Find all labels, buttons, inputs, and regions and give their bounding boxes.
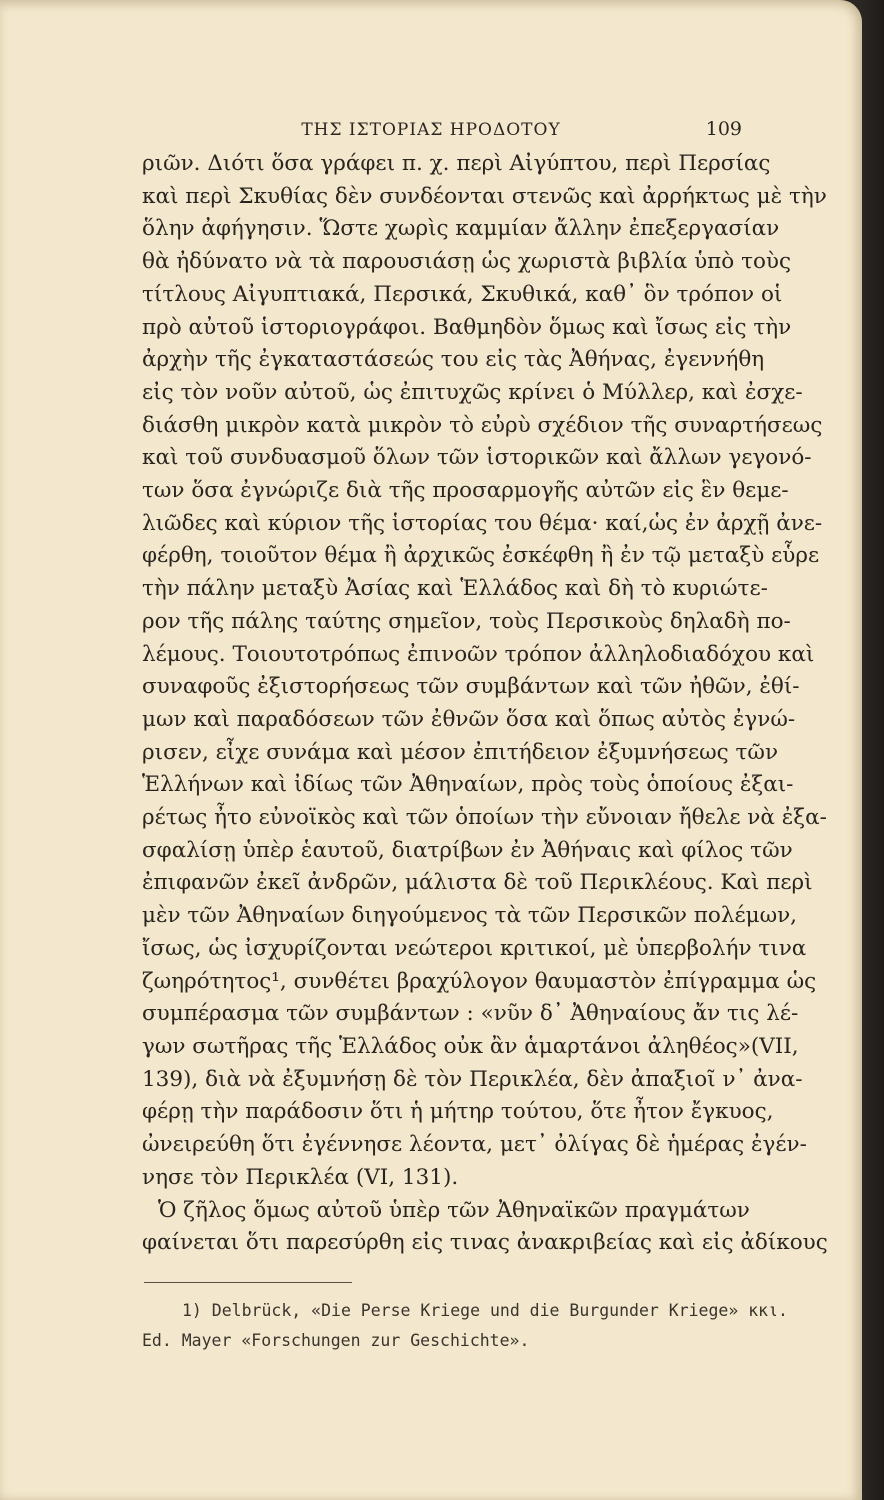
text-line: συμπέρασμα τῶν συμβάντων : «νῦν δ᾽ Ἀθηναίους ἄν τις λέ- [142, 1001, 799, 1027]
text-line: φέρῃ τὴν παράδοσιν ὅτι ἡ μήτηρ τούτου, ὅτε ἦτον ἔγκυος, [142, 1099, 774, 1125]
text-line: ρέτως ἦτο εὐνοϊκὸς καὶ τῶν ὁποίων τὴν εὔνοιαν ἤθελε νὰ ἐξα- [142, 805, 827, 831]
text-line: γων σωτῆρας τῆς Ἑλλάδος οὐκ ἂν ἁμαρτάνοι ἀληθέος»(VII, [142, 1033, 799, 1059]
text-line: μὲν τῶν Ἀθηναίων διηγούμενος τὰ τῶν Περσικῶν πολέμων, [142, 903, 798, 929]
footnote-divider [144, 1282, 352, 1283]
paragraph-end-line: νησε τὸν Περικλέα (VI, 131). [142, 1164, 459, 1190]
text-line: ἴσως, ὡς ἰσχυρίζονται νεώτεροι κριτικοί, μὲ ὑπερβολήν τινα [142, 935, 807, 961]
text-line: ὅλην ἀφήγησιν. Ὥστε χωρὶς καμμίαν ἄλλην ἐπεξεργασίαν [142, 216, 780, 242]
text-line: ὠνειρεύθη ὅτι ἐγέννησε λέοντα, μετ᾽ ὀλίγας δὲ ἡμέρας ἐγέν- [142, 1132, 807, 1158]
text-line: σφαλίσῃ ὑπὲρ ἑαυτοῦ, διατρίβων ἐν Ἀθήναις καὶ φίλος τῶν [142, 837, 793, 863]
footnotes [142, 1296, 788, 1356]
text-line: φαίνεται ὅτι παρεσύρθη εἰς τινας ἀνακριβείας καὶ εἰς ἀδίκους [142, 1230, 828, 1256]
page-header [0, 120, 862, 150]
text-line: ριῶν. Διότι ὅσα γράφει π. χ. περὶ Αἰγύπτου, περὶ Περσίας [142, 151, 771, 176]
text-line: λέμους. Τοιουτοτρόπως ἐπινοῶν τρόπον ἀλληλοδιαδόχου καὶ [142, 641, 815, 667]
text-line: καὶ περὶ Σκυθίας δὲν συνδέονται στενῶς καὶ ἀρρήκτως μὲ τὴν [142, 183, 827, 209]
page-edge-shadow [862, 0, 884, 1500]
text-line: τὴν πάλην μεταξὺ Ἀσίας καὶ Ἑλλάδος καὶ δὴ τὸ κυριώτε- [142, 576, 768, 602]
text-line: φέρθη, τοιοῦτον θέμα ἢ ἀρχικῶς ἐσκέφθη ἢ ἐν τῷ μεταξὺ εὗρε [142, 543, 820, 569]
text-line: θὰ ἠδύνατο νὰ τὰ παρουσιάσῃ ὡς χωριστὰ βιβλία ὑπὸ τοὺς [142, 249, 792, 275]
text-line: συναφοῦς ἐξιστορήσεως τῶν συμβάντων καὶ τῶν ἠθῶν, ἐθί- [142, 674, 800, 700]
text-line: ρισεν, εἶχε συνάμα καὶ μέσον ἐπιτήδειον ἐξυμνήσεως τῶν [142, 739, 779, 765]
text-line: ρον τῆς πάλης ταύτης σημεῖον, τοὺς Περσικοὺς δηλαδὴ πο- [142, 608, 791, 634]
text-line: ἀρχὴν τῆς ἐγκαταστάσεώς του εἰς τὰς Ἀθήνας, ἐγεννήθη [142, 347, 765, 373]
footnote-line: Ed. Mayer «Forschungen zur Geschichte». [142, 1331, 530, 1350]
text-line: τίτλους Αἰγυπτιακά, Περσικά, Σκυθικά, καθ᾽ ὃν τρόπον οἱ [142, 281, 783, 307]
text-line: 139), διὰ νὰ ἐξυμνήσῃ δὲ τὸν Περικλέα, δὲν ἀπαξιοῖ ν᾽ ἀνα- [142, 1066, 803, 1092]
paragraph-start-line: Ὁ ζῆλος ὅμως αὐτοῦ ὑπὲρ τῶν Ἀθηναϊκῶν πραγμάτων [158, 1197, 750, 1223]
page-number: 109 [705, 118, 742, 140]
text-line: μων καὶ παραδόσεων τῶν ἐθνῶν ὅσα καὶ ὅπως αὐτὸς ἐγνώ- [142, 706, 796, 732]
text-line: ζωηρότητος¹, συνθέτει βραχύλογον θαυμαστὸν ἐπίγραμμα ὡς [142, 968, 817, 994]
body-text [142, 148, 828, 1260]
running-head: ΤΗΣ ΙΣΤΟΡΙΑΣ ΗΡΟΔΟΤΟΥ [301, 120, 561, 140]
text-line: των ὅσα ἐγνώριζε διὰ τῆς προσαρμογῆς αὐτῶν εἰς ἓν θεμε- [142, 478, 789, 504]
text-line: καὶ τοῦ συνδυασμοῦ ὅλων τῶν ἱστορικῶν καὶ ἄλλων γεγονό- [142, 445, 812, 471]
text-line: ἐπιφανῶν ἐκεῖ ἀνδρῶν, μάλιστα δὲ τοῦ Περικλέους. Καὶ περὶ [142, 870, 813, 896]
text-line: λιῶδες καὶ κύριον τῆς ἱστορίας του θέμα· καί,ὡς ἐν ἀρχῇ ἀνε- [142, 510, 823, 536]
text-line: πρὸ αὐτοῦ ἱστοριογράφοι. Βαθμηδὸν ὅμως καὶ ἴσως εἰς τὴν [142, 314, 792, 340]
footnote-line: 1) Delbrück, «Die Perse Kriege und die Burgunder Kriege» κκι. [182, 1301, 788, 1320]
text-line: Ἑλλήνων καὶ ἰδίως τῶν Ἀθηναίων, πρὸς τοὺς ὁποίους ἐξαι- [142, 772, 794, 798]
text-line: εἰς τὸν νοῦν αὐτοῦ, ὡς ἐπιτυχῶς κρίνει ὁ Μύλλερ, καὶ ἐσχε- [142, 379, 803, 405]
text-line: διάσθη μικρὸν κατὰ μικρὸν τὸ εὐρὺ σχέδιον τῆς συναρτήσεως [142, 412, 823, 438]
